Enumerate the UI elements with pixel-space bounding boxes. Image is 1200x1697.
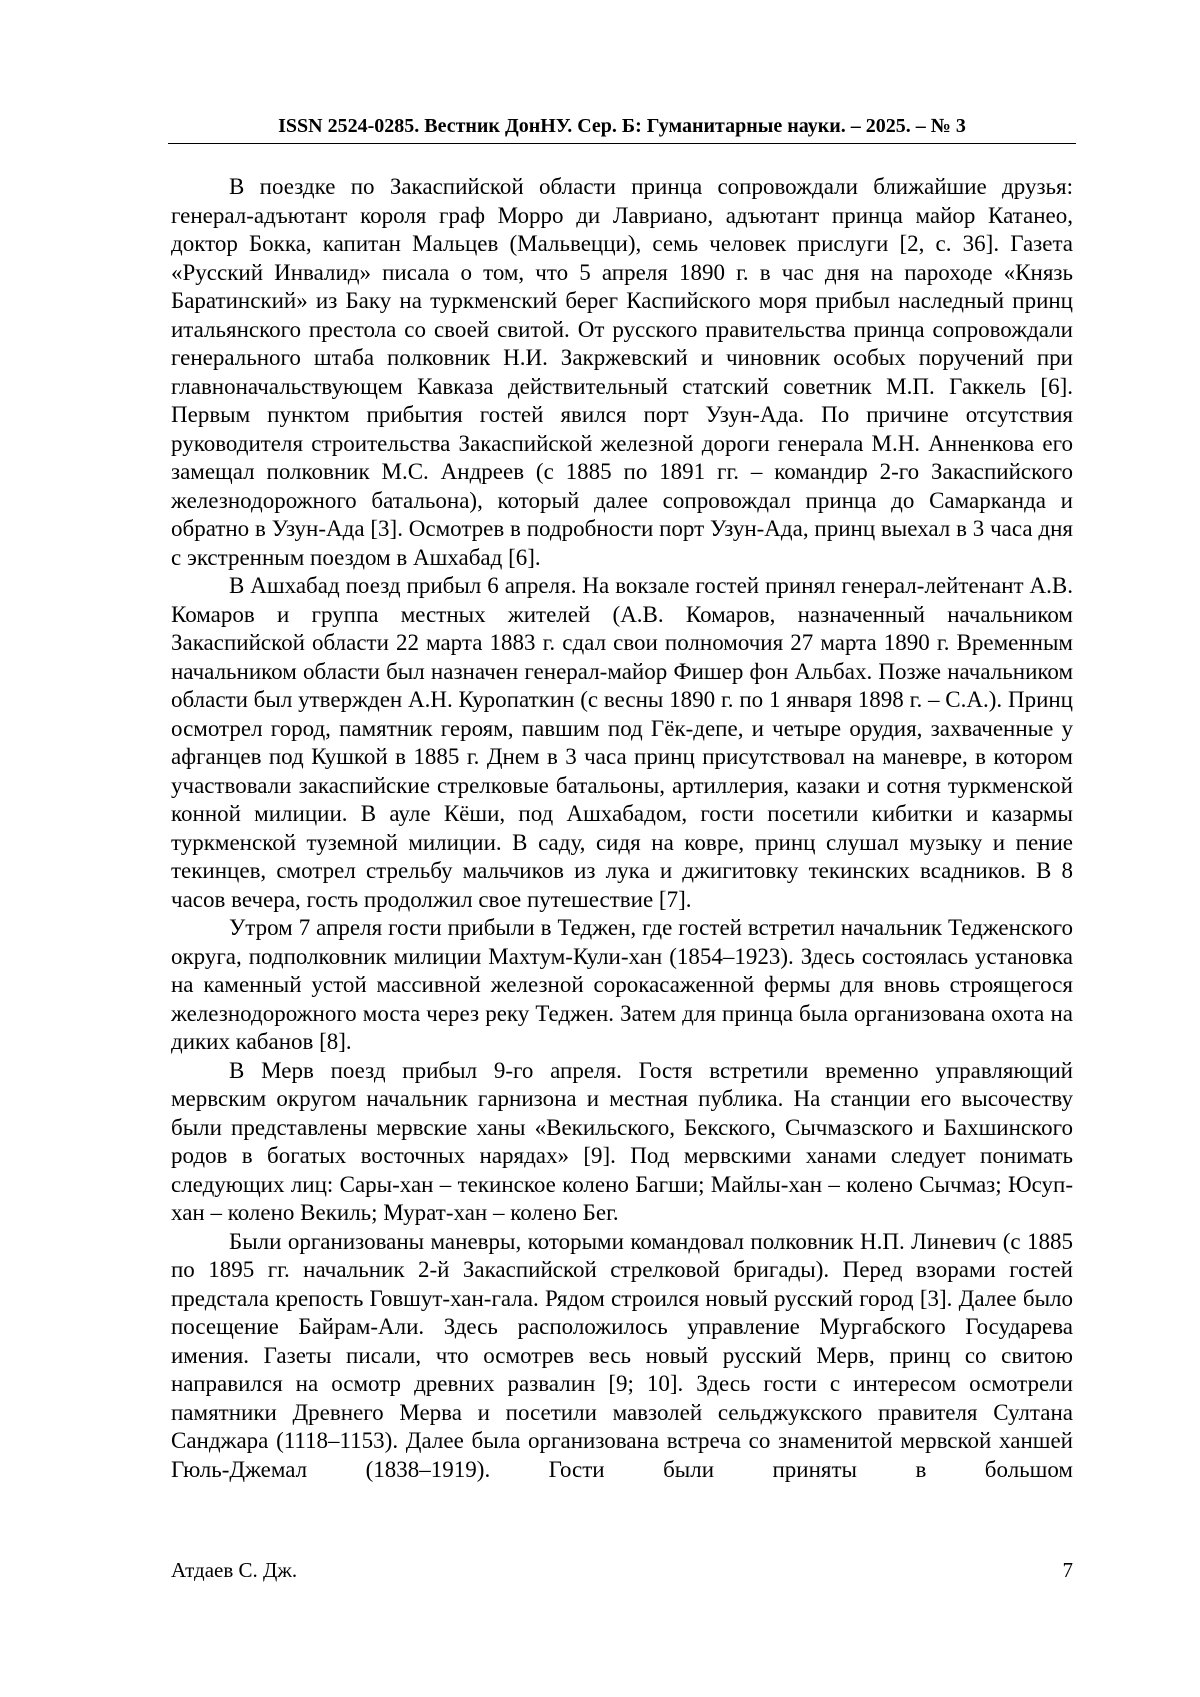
paragraph-3: Утром 7 апреля гости прибыли в Теджен, где гостей встретил начальник Тедженского округа, подполковник милиции Махтум-Кули-хан (1854–1923). Здесь состоялась установка на каменный устой массивной железной сорокасаженной фермы для вновь строящегося железнодорожного моста через реку Теджен. Затем для принца была организована охота на диких кабанов [8]. (171, 915, 1073, 1054)
paragraph-4: В Мерв поезд прибыл 9-го апреля. Гостя встретили временно управляющий мервским округом начальник гарнизона и местная публика. На станции его высочеству были представлены мервские ханы «Векильского, Бекского, Сычмазского и Бахшинского родов в богатых восточных нарядах» [9]. Под мервскими ханами следует понимать следующих лиц: Сары-хан – текинское колено Багши; Майлы-хан – колено Сычмаз; Юсуп-хан – колено Векиль; Мурат-хан – колено Бег. (171, 1057, 1073, 1225)
paragraph-1: В поездке по Закаспийской области принца сопровождали ближайшие друзья: генерал-адъютант короля граф Морро ди Лавриано, адъютант принца майор Катанео, доктор Бокка, капитан Мальцев (Мальвецци), семь человек прислуги [2, с. 36]. Газета «Русский Инвалид» писала о том, что 5 апреля 1890 г. в час дня на пароходе «Князь Баратинский» из Баку на туркменский берег Каспийского моря прибыл наследный принц итальянского престола со своей свитой. От русского правительства принца сопровождали генерального штаба полковник Н.И. Закржевский и чиновник особых поручений при главноначальствующем Кавказа действительный статский советник М.П. Гаккель [6]. Первым пунктом прибытия гостей явился порт Узун-Ада. По причине отсутствия руководителя строительства Закаспийской железной дороги генерала М.Н. Анненкова его замещал полковник М.С. Андреев (с 1885 по 1891 гг. – командир 2-го Закаспийского железнодорожного батальона), который далее сопровождал принца до Самарканда и обратно в Узун-Ада [3]. Осмотрев в подробности порт Узун-Ада, принц выехал в 3 часа дня с экстренным поездом в Ашхабад [6]. (171, 174, 1073, 570)
header-divider (168, 143, 1076, 144)
journal-header: ISSN 2524-0285. Вестник ДонНУ. Сер. Б: Гуманитарные науки. – 2025. – № 3 (278, 115, 966, 137)
article-body (171, 173, 1073, 1484)
page-number: 7 (1062, 1558, 1073, 1582)
paragraph-5: Были организованы маневры, которыми командовал полковник Н.П. Линевич (с 1885 по 1895 гг. начальник 2-й Закаспийской стрелковой бригады). Перед взорами гостей предстала крепость Говшут-хан-гала. Рядом строился новый русский город [3]. Далее было посещение Байрам-Али. Здесь расположилось управление Мургабского Государева имения. Газеты писали, что осмотрев весь новый русский Мерв, принц со свитою направился на осмотр древних развалин [9; 10]. Здесь гости с интересом осмотрели памятники Древнего Мерва и посетили мавзолей сельджукского правителя Султана Санджара (1118–1153). Далее была организована встреча со знаменитой мервской ханшей Гюль-Джемал (1838–1919). Гости были приняты в большом (171, 1228, 1073, 1482)
paragraph-2: В Ашхабад поезд прибыл 6 апреля. На вокзале гостей принял генерал-лейтенант А.В. Комаров и группа местных жителей (А.В. Комаров, назначенный начальником Закаспийской области 22 марта 1883 г. сдал свои полномочия 27 марта 1890 г. Временным начальником области был назначен генерал-майор Фишер фон Альбах. Позже начальником области был утвержден А.Н. Куропаткин (с весны 1890 г. по 1 января 1898 г. – С.А.). Принц осмотрел город, памятник героям, павшим под Гёк-депе, и четыре орудия, захваченные у афганцев под Кушкой в 1885 г. Днем в 3 часа принц присутствовал на маневре, в котором участвовали закаспийские стрелковые батальоны, артиллерия, казаки и сотня туркменской конной милиции. В ауле Кёши, под Ашхабадом, гости посетили кибитки и казармы туркменской туземной милиции. В саду, сидя на ковре, принц слушал музыку и пение текинцев, смотрел стрельбу мальчиков из лука и джигитовку текинских всадников. В 8 часов вечера, гость продолжил свое путешествие [7]. (171, 573, 1073, 912)
footer-author: Атдаев С. Дж. (171, 1558, 298, 1582)
